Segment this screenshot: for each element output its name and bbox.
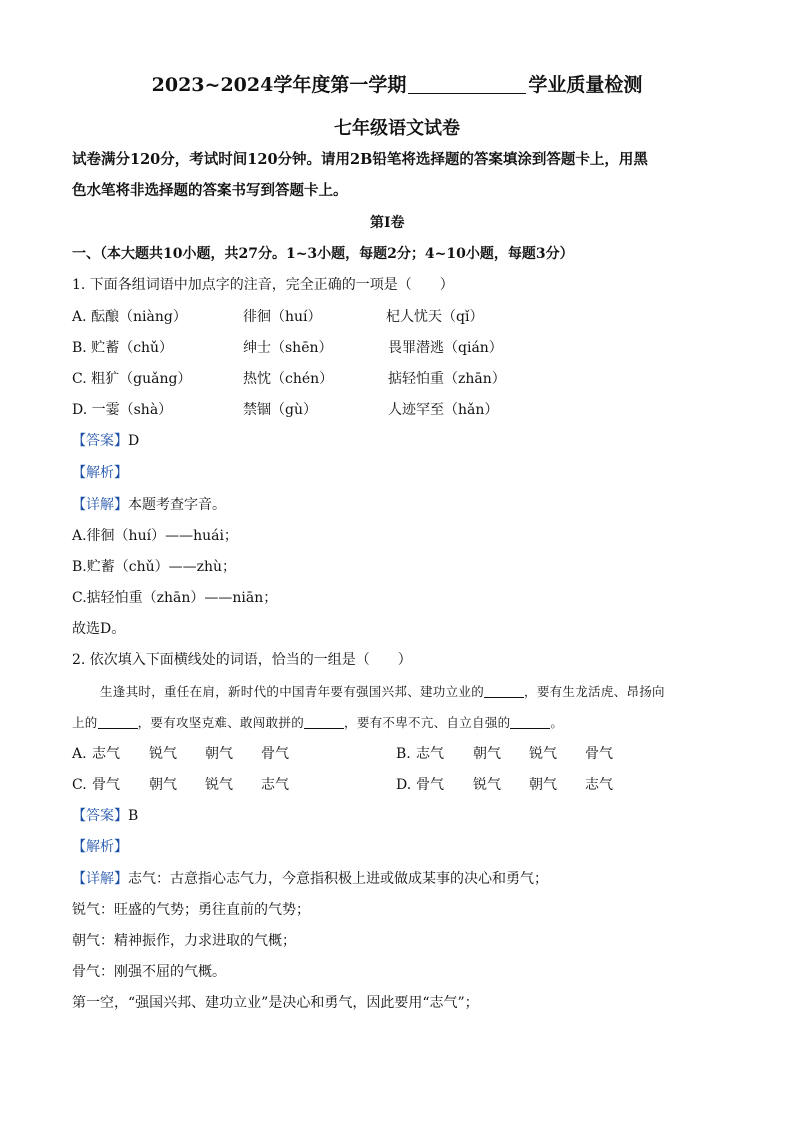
answer-tag: 【答案】 [72, 808, 128, 824]
q2-option-a [72, 745, 289, 763]
q2-passage-line-1 [100, 683, 665, 701]
option-word: 骨气 [416, 777, 444, 793]
q1-stem: 1. 下面各组词语中加点字的注音，完全正确的一项是（ ） [72, 277, 454, 293]
exam-title [0, 70, 794, 97]
q1-option-d-2: 禁锢（gù） [243, 402, 317, 418]
option-word: 骨气 [585, 746, 613, 762]
option-word: 朝气 [205, 746, 233, 762]
fill-blank-2 [98, 716, 138, 729]
passage-text: ，要有生龙活虎、昂扬向 [524, 684, 665, 699]
q1-conclusion: 故选D。 [72, 621, 126, 637]
fill-blank-3 [304, 716, 344, 729]
q1-option-d-3: 人迹罕至（hǎn） [388, 402, 499, 418]
q2-analysis-tag: 【解析】 [72, 839, 128, 855]
fill-blank-4 [510, 716, 550, 729]
q1-option-c-2: 热忱（chén） [243, 371, 334, 387]
answer-value: B [128, 808, 139, 824]
option-word: 志气 [92, 746, 120, 762]
option-label: C. [72, 777, 87, 793]
q2-option-d [396, 776, 613, 794]
option-label: B. [396, 746, 411, 762]
q1-option-a-3: 杞人忧天（qǐ） [386, 309, 484, 325]
option-word: 锐气 [473, 777, 501, 793]
volume-heading: 第Ⅰ卷 [370, 215, 405, 231]
q1-answer [72, 432, 139, 450]
q2-option-b [396, 745, 613, 763]
option-word: 朝气 [529, 777, 557, 793]
detail-text: 志气：古意指心志气力，今意指积极上进或做成某事的决心和勇气； [128, 871, 548, 887]
q2-option-c [72, 776, 289, 794]
option-word: 志气 [261, 777, 289, 793]
q1-option-b-1: B. 贮蓄（chǔ） [72, 340, 174, 356]
passage-text: 生逢其时，重任在肩，新时代的中国青年要有强国兴邦、建功立业的 [100, 684, 485, 699]
detail-tag: 【详解】 [72, 871, 128, 887]
q2-detail-line-1: 锐气：旺盛的气势；勇往直前的气势； [72, 902, 310, 918]
q1-detail [72, 496, 226, 514]
option-word: 志气 [416, 746, 444, 762]
q1-option-a-2: 徘徊（huí） [243, 309, 322, 325]
option-word: 朝气 [473, 746, 501, 762]
option-word: 骨气 [92, 777, 120, 793]
q2-stem: 2. 依次填入下面横线处的词语，恰当的一组是（ ） [72, 652, 412, 668]
q1-option-c-1: C. 粗犷（guǎng） [72, 371, 192, 387]
q1-option-b-3: 畏罪潜逃（qián） [388, 340, 503, 356]
q1-option-d-1: D. 一霎（shà） [72, 402, 173, 418]
option-word: 锐气 [205, 777, 233, 793]
option-word: 朝气 [149, 777, 177, 793]
section-heading: 一、（本大题共10小题，共27分。1~3小题，每题2分；4~10小题，每题3分） [72, 246, 574, 262]
q2-passage-line-2 [72, 714, 563, 732]
q1-detail-line-a: A.徘徊（huí）——huái； [72, 528, 238, 544]
option-word: 锐气 [149, 746, 177, 762]
answer-tag: 【答案】 [72, 433, 128, 449]
instructions-line-1: 试卷满分120分，考试时间120分钟。请用2B铅笔将选择题的答案填涂到答题卡上，用黑 [72, 151, 648, 168]
fill-blank-1 [484, 685, 524, 698]
q2-detail-line-3: 骨气：刚强不屈的气概。 [72, 964, 226, 980]
passage-text: ，要有不卑不亢、自立自强的 [344, 715, 511, 730]
option-word: 骨气 [261, 746, 289, 762]
option-word: 锐气 [529, 746, 557, 762]
option-label: D. [396, 777, 412, 793]
passage-text: ，要有攻坚克难、敢闯敢拼的 [137, 715, 305, 730]
option-word: 志气 [585, 777, 613, 793]
exam-subtitle: 七年级语文试卷 [334, 118, 460, 139]
passage-text: 。 [550, 715, 564, 730]
q2-detail-line-4: 第一空，“强国兴邦、建功立业”是决心和勇气，因此要用“志气”； [72, 995, 479, 1011]
detail-tag: 【详解】 [72, 497, 128, 513]
title-right: 学业质量检测 [528, 74, 643, 96]
q2-detail [72, 870, 548, 888]
q1-option-a-1: A. 酝酿（niàng） [72, 309, 187, 325]
q1-analysis-tag: 【解析】 [72, 465, 128, 481]
q1-option-c-3: 掂轻怕重（zhān） [388, 371, 506, 387]
title-left: 2023~2024学年度第一学期 [151, 74, 407, 96]
q1-detail-line-c: C.掂轻怕重（zhān）——niān； [72, 590, 278, 606]
detail-text: 本题考查字音。 [128, 497, 226, 513]
q1-detail-line-b: B.贮蓄（chǔ）——zhù； [72, 559, 237, 575]
option-label: A. [72, 746, 87, 762]
q2-answer [72, 807, 138, 825]
instructions-line-2: 色水笔将非选择题的答案书写到答题卡上。 [72, 182, 348, 199]
q1-option-b-2: 绅士（shēn） [243, 340, 333, 356]
passage-text: 上的 [72, 715, 98, 730]
q2-detail-line-2: 朝气：精神振作，力求进取的气概； [72, 933, 296, 949]
school-name-blank [408, 75, 526, 94]
answer-value: D [128, 433, 140, 449]
